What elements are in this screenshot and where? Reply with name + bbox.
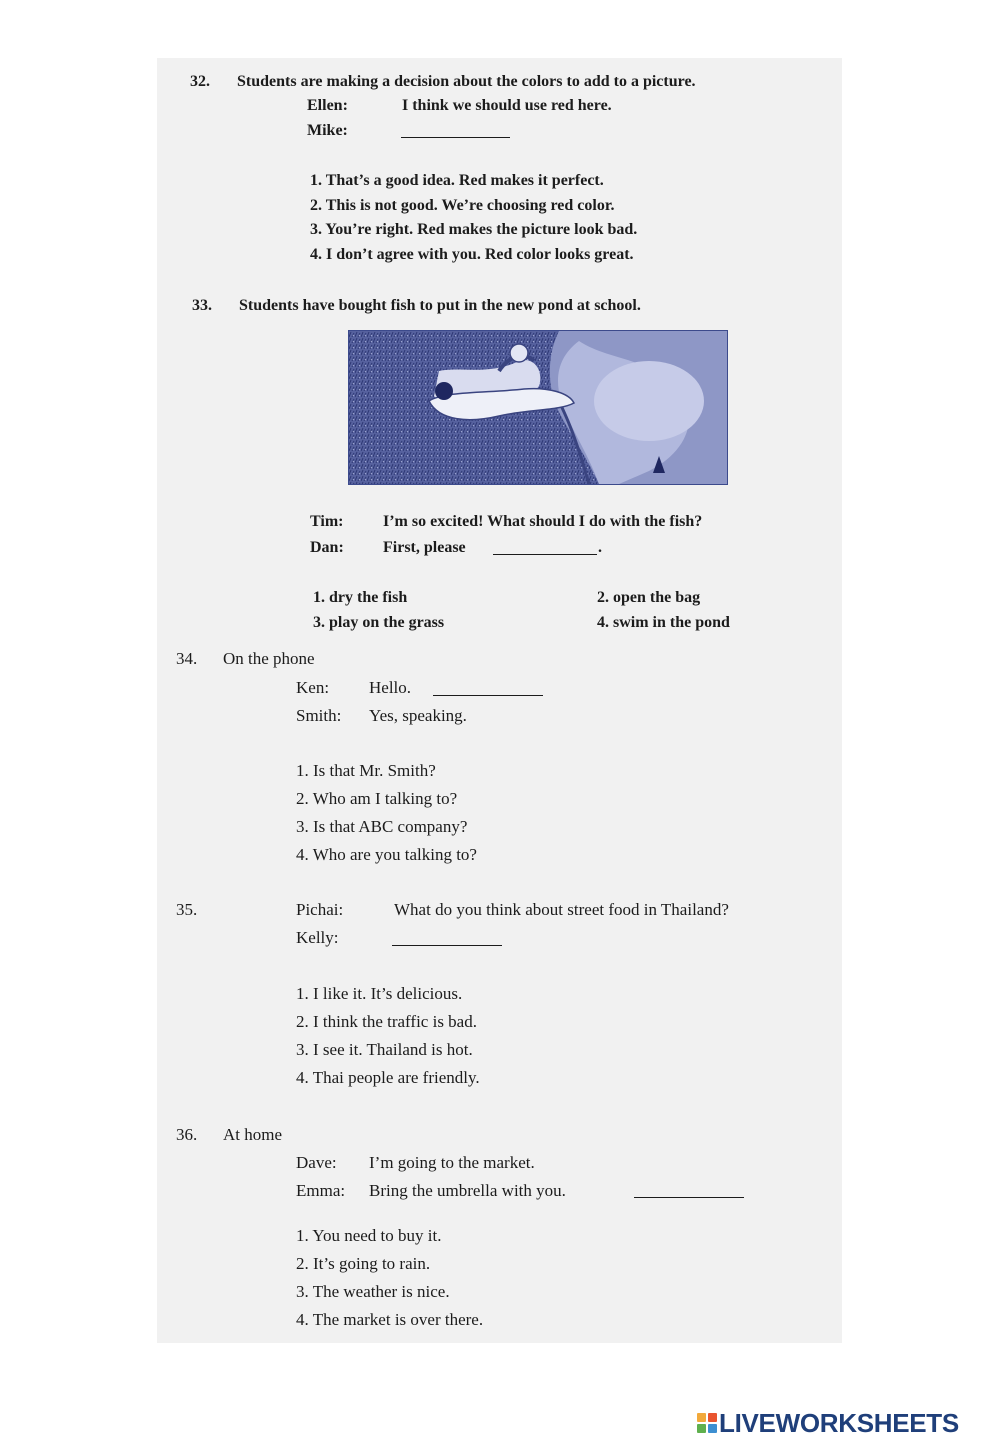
q33-line-1: I’m so excited! What should I do with the fish? [383, 513, 703, 530]
q34-speaker-1: Ken: [296, 678, 330, 697]
liveworksheets-squares-icon [697, 1413, 717, 1433]
q33-option-1[interactable]: 1. dry the fish [313, 589, 408, 606]
liveworksheets-wordmark: LIVEWORKSHEETS [719, 1408, 959, 1438]
q35-answer-blank[interactable] [392, 945, 502, 946]
q36-option-4[interactable]: 4. The market is over there. [296, 1310, 484, 1329]
pond-photo [348, 330, 728, 485]
q36-line-2: Bring the umbrella with you. [369, 1181, 566, 1200]
q35-option-4[interactable]: 4. Thai people are friendly. [296, 1068, 480, 1087]
q32-option-3[interactable]: 3. You’re right. Red makes the picture look bad. [310, 221, 638, 238]
q32-answer-blank[interactable] [401, 137, 510, 138]
q32-speaker-1: Ellen: [307, 97, 348, 114]
q32-line-1: I think we should use red here. [402, 97, 612, 114]
q33-speaker-2: Dan: [310, 539, 344, 556]
q33-number: 33. [192, 297, 212, 314]
q36-speaker-2: Emma: [296, 1181, 346, 1200]
q35-option-2[interactable]: 2. I think the traffic is bad. [296, 1012, 477, 1031]
q34-answer-blank[interactable] [433, 695, 543, 696]
q34-line-1: Hello. [369, 678, 412, 697]
q35-number: 35. [176, 900, 198, 919]
q35-speaker-1: Pichai: [296, 900, 344, 919]
photo-boys-at-pond-icon [349, 331, 727, 484]
q35-option-1[interactable]: 1. I like it. It’s delicious. [296, 984, 463, 1003]
q33-answer-blank[interactable] [493, 554, 597, 555]
liveworksheets-logo[interactable] [697, 1409, 959, 1437]
q34-option-4[interactable]: 4. Who are you talking to? [296, 845, 477, 864]
q33-option-3[interactable]: 3. play on the grass [313, 614, 445, 631]
q35-speaker-2: Kelly: [296, 928, 339, 947]
q34-prompt: On the phone [223, 649, 315, 668]
q32-number: 32. [190, 73, 210, 90]
q33-option-4[interactable]: 4. swim in the pond [597, 614, 730, 631]
q32-speaker-2: Mike: [307, 122, 348, 139]
q34-option-2[interactable]: 2. Who am I talking to? [296, 789, 458, 808]
q32-prompt: Students are making a decision about the colors to add to a picture. [237, 73, 696, 90]
q36-option-2[interactable]: 2. It’s going to rain. [296, 1254, 431, 1273]
q33-prompt: Students have bought fish to put in the new pond at school. [239, 297, 641, 314]
q36-option-3[interactable]: 3. The weather is nice. [296, 1282, 450, 1301]
q36-number: 36. [176, 1125, 198, 1144]
q34-line-2: Yes, speaking. [369, 706, 467, 725]
q32-option-4[interactable]: 4. I don’t agree with you. Red color looks great. [310, 246, 634, 263]
q34-number: 34. [176, 649, 198, 668]
q35-option-3[interactable]: 3. I see it. Thailand is hot. [296, 1040, 473, 1059]
q36-speaker-1: Dave: [296, 1153, 337, 1172]
q33-option-2[interactable]: 2. open the bag [597, 589, 701, 606]
q34-speaker-2: Smith: [296, 706, 342, 725]
q33-speaker-1: Tim: [310, 513, 344, 530]
q33-line-2-end: . [598, 539, 602, 556]
q34-option-1[interactable]: 1. Is that Mr. Smith? [296, 761, 436, 780]
q32-option-1[interactable]: 1. That’s a good idea. Red makes it perfect. [310, 172, 604, 189]
q34-option-3[interactable]: 3. Is that ABC company? [296, 817, 468, 836]
q36-option-1[interactable]: 1. You need to buy it. [296, 1226, 442, 1245]
q36-line-1: I’m going to the market. [369, 1153, 535, 1172]
q33-line-2: First, please [383, 539, 466, 556]
q32-option-2[interactable]: 2. This is not good. We’re choosing red color. [310, 197, 615, 214]
q36-answer-blank[interactable] [634, 1197, 744, 1198]
q36-prompt: At home [223, 1125, 283, 1144]
q35-line-1: What do you think about street food in Thailand? [394, 900, 729, 919]
